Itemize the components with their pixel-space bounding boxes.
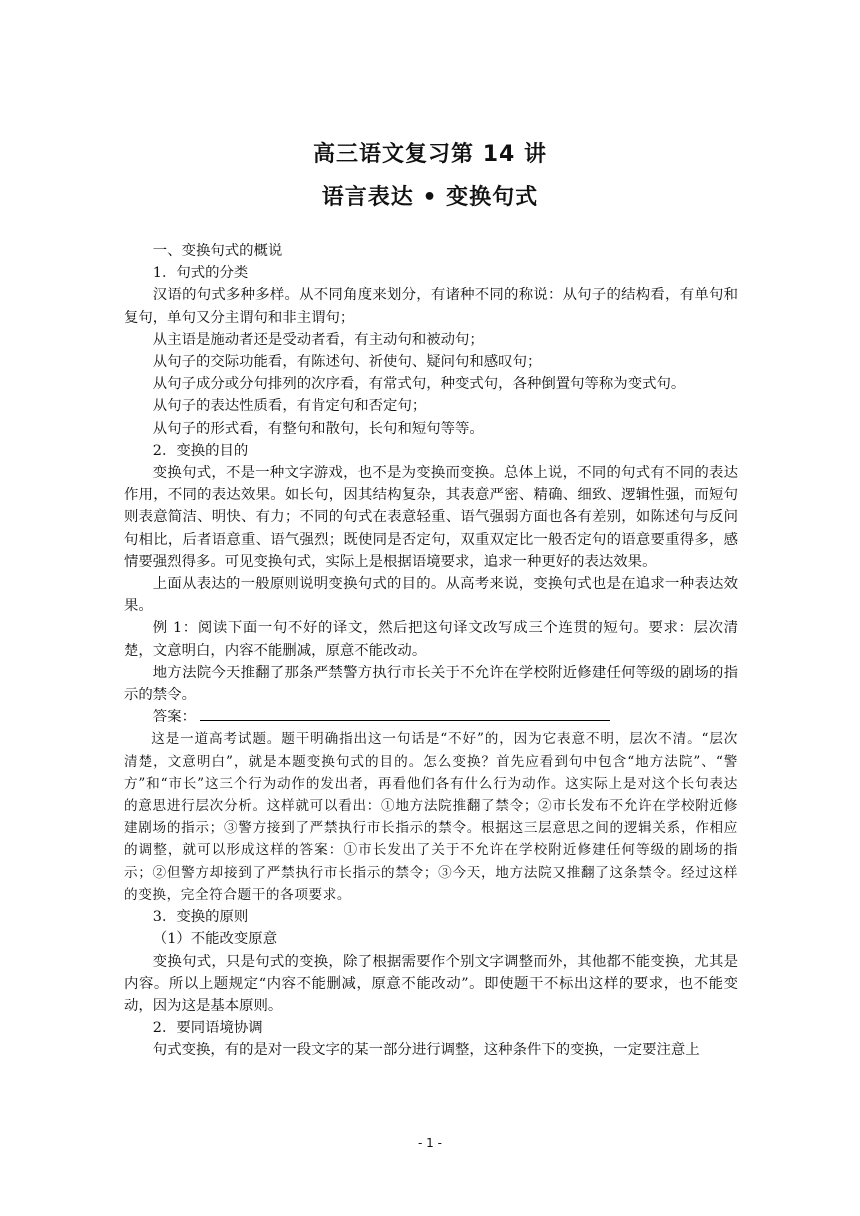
paragraph: 一、变换句式的概说 — [152, 243, 283, 259]
paragraph: （1）不能改变原意 — [152, 931, 278, 948]
paragraph: 2．变换的目的 — [152, 442, 249, 459]
page-subtitle: 语言表达 • 变换句式 — [321, 185, 539, 210]
paragraph: 从句子成分或分句排列的次序看，有常式句，种变式句，各种倒置句等称为变式句。 — [152, 376, 686, 393]
paragraph: 2．要同语境协调 — [152, 1020, 263, 1037]
paragraph: 从句子的形式看，有整句和散句，长句和短句等等。 — [152, 420, 484, 437]
paragraph: 汉语的句式多种多样。从不同角度来划分，有诸种不同的称说：从句子的结构看，有单句和复句，单句又分主谓句和非主谓句； — [124, 287, 738, 326]
answer-label: 答案： — [152, 709, 196, 726]
paragraph: 变换句式，只是句式的变换，除了根据需要作个别文字调整而外，其他都不能变换，尤其是内容。所以上题规定“内容不能删减，原意不能改动”。即使题干不标出这样的要求，也不能变动，因为这是基本原则。 — [124, 953, 738, 1014]
page-title: 高三语文复习第 14 讲 — [313, 142, 547, 167]
page-number: - 1 - — [418, 1136, 442, 1150]
paragraph: 变换句式，不是一种文字游戏，也不是为变换而变换。总体上说，不同的句式有不同的表达作用，不同的表达效果。如长句，因其结构复杂，其表意严密、精确、细致、逻辑性强，而短句则表意简洁、明快、有力；不同的句式在表意轻重、语气强弱方面也各有差别，如陈述句与反问句相比，后者语意重、语气强烈；既使同是否定句，双重双定比一般否定句的语意要重得多，感情要强烈得多。可见变换句式，实际上是根据语境要求，追求一种更好的表达效果。 — [124, 465, 738, 570]
paragraph: 句式变换，有的是对一段文字的某一部分进行调整，这种条件下的变换，一定要注意上 — [152, 1042, 700, 1059]
paragraph: 从句子的表达性质看，有肯定句和否定句； — [152, 398, 427, 415]
paragraph: 上面从表达的一般原则说明变换句式的目的。从高考来说，变换句式也是在追求一种表达效果。 — [124, 576, 738, 615]
paragraph: 1．句式的分类 — [152, 265, 249, 282]
paragraph: 3．变换的原则 — [152, 909, 249, 926]
document-body — [124, 240, 738, 1062]
paragraph: 从主语是施动者还是受动者看，有主动句和被动句； — [152, 331, 484, 348]
paragraph: 例 1：阅读下面一句不好的译文，然后把这句译文改写成三个连贯的短句。要求：层次清楚，文意明白，内容不能删减，原意不能改动。 — [124, 620, 738, 659]
paragraph: 地方法院今天推翻了那条严禁警方执行市长关于不允许在学校附近修建任何等级的剧场的指示的禁令。 — [124, 664, 738, 704]
answer-blank-line — [200, 706, 610, 721]
analysis-paragraph: 这是一道高考试题。题干明确指出这一句话是“不好”的，因为它表意不明，层次不清。“层次清楚，文意明白”，就是本题变换句式的目的。怎么变换？首先应看到句中包含“地方法院”、“警方”和“市长”这三个行为动作的发出者，再看他们各有什么行为动作。这实际上是对这个长句表达的意思进行层次分析。这样就可以看出：①地方法院推翻了禁令；②市长发布不允许在学校附近修建剧场的指示；③警方接到了严禁执行市长指示的禁令。根据这三层意思之间的逻辑关系，作相应的调整，就可以形成这样的答案：①市长发出了关于不允许在学校附近修建任何等级的剧场的指示；②但警方却接到了严禁执行市长指示的禁令；③今天，地方法院又推翻了这条禁令。经过这样的变换，完全符合题干的各项要求。 — [124, 731, 738, 903]
paragraph: 从句子的交际功能看，有陈述句、祈使句、疑问句和感叹句； — [152, 354, 542, 371]
answer-row — [124, 706, 738, 728]
